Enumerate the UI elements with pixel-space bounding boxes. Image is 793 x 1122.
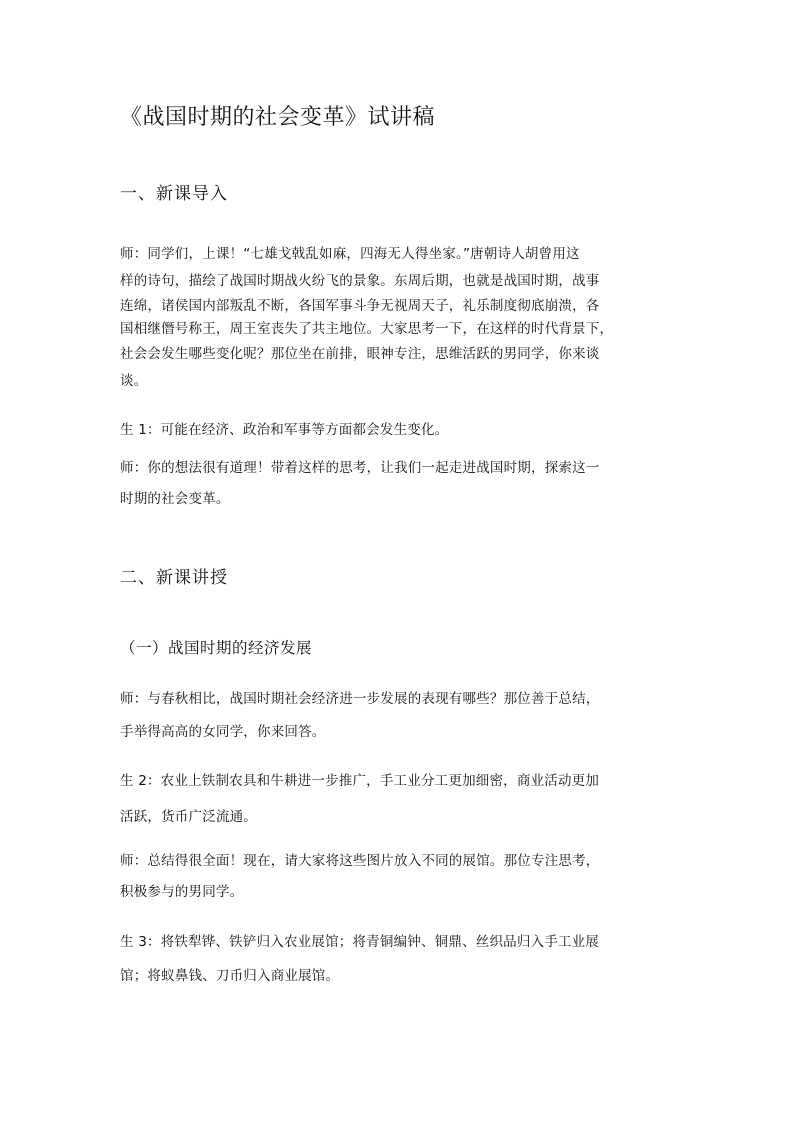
paragraph-student2 [120,763,680,835]
paragraph-line: 国相继僭号称王，周王室丧失了共主地位。大家思考一下，在这样的时代背景下， [120,321,614,337]
section-heading-lecture: 二、新课讲授 [120,568,228,588]
paragraph-line: 连绵，诸侯国内部叛乱不断，各国军事斗争无视周天子，礼乐制度彻底崩溃，各 [120,298,600,314]
paragraph-line: 谈。 [120,373,148,389]
paragraph-student3 [120,925,680,993]
paragraph-line: 师：与春秋相比，战国时期社会经济进一步发展的表现有哪些？那位善于总结， [120,691,600,707]
subsection-heading-economy: （一）战国时期的经济发展 [120,639,313,657]
paragraph-line: 积极参与的男同学。 [120,884,244,900]
section-heading-intro: 一、新课导入 [120,184,228,204]
paragraph-line: 馆；将蚁鼻钱、刀币归入商业展馆。 [120,968,340,984]
paragraph-line: 师：你的想法很有道理！带着这样的思考，让我们一起走进战国时期，探索这一 [120,460,600,476]
paragraph-line: 活跃，货币广泛流通。 [120,809,257,825]
paragraph-teacher-response [120,453,680,515]
paragraph-teacher-intro [120,241,680,395]
paragraph-line: 生 1：可能在经济、政治和军事等方面都会发生变化。 [120,422,449,438]
paragraph-line: 生 3：将铁犁铧、铁铲归入农业展馆；将青铜编钟、铜鼎、丝织品归入手工业展 [120,934,600,950]
paragraph-line: 时期的社会变革。 [120,491,230,507]
document-title: 《战国时期的社会变革》试讲稿 [120,105,436,130]
paragraph-line: 社会会发生哪些变化呢？那位坐在前排，眼神专注，思维活跃的男同学，你来谈 [120,346,600,362]
paragraph-line: 样的诗句，描绘了战国时期战火纷飞的景象。东周后期，也就是战国时期，战事 [120,273,600,289]
paragraph-student1 [120,417,680,444]
paragraph-line: 师：同学们，上课！“七雄戈戟乱如麻，四海无人得坐家。”唐朝诗人胡曾用这 [120,246,580,262]
paragraph-line: 师：总结得很全面！现在，请大家将这些图片放入不同的展馆。那位专注思考， [120,853,600,869]
paragraph-line: 生 2：农业上铁制农具和牛耕进一步推广，手工业分工更加细密，商业活动更加 [120,773,600,789]
paragraph-line: 手举得高高的女同学，你来回答。 [120,724,326,740]
paragraph-teacher-instruction [120,846,680,908]
paragraph-teacher-question [120,683,680,749]
